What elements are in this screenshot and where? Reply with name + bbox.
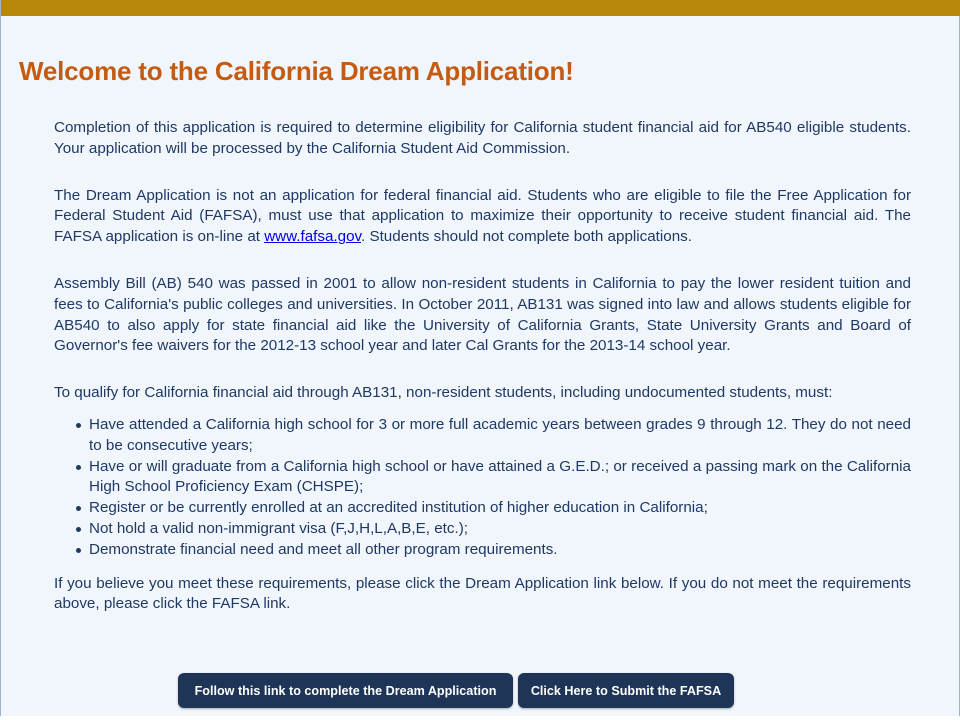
intro-paragraph-completion: Completion of this application is required to determine eligibility for California student financial aid for AB540 eligible students. Your application will be processed by the California Student Aid Commission. xyxy=(54,119,911,157)
fafsa-text-after: . Students should not complete both applications. xyxy=(361,228,692,246)
fafsa-text-before: The Dream Application is not an application for federal financial aid. Students who are eligible to file the Free Application for Federal Student Aid (FAFSA), must use that application to maximize their opportunity to receive student financial aid. The FAFSA application is on-line at xyxy=(54,186,911,246)
intro-paragraph-ab540: Assembly Bill (AB) 540 was passed in 2001 to allow non-resident students in California to pay the lower resident tuition and fees to California's public colleges and universities. In October 2011, AB131 was signed into law and allows students eligible for AB540 to also apply for state financial aid like the University of California Grants, State University Grants and Board of Governor's fee waivers for the 2012-13 school year and later Cal Grants for the 2013-14 school year. xyxy=(54,274,911,355)
requirement-item: Not hold a valid non-immigrant visa (F,J,H,L,A,B,E, etc.); xyxy=(89,519,911,540)
dream-application-button[interactable]: Follow this link to complete the Dream Application xyxy=(178,673,513,708)
fafsa-gov-link[interactable]: www.fafsa.gov xyxy=(264,228,362,246)
main-content xyxy=(54,118,911,641)
requirements-list xyxy=(54,415,911,561)
qualify-heading: To qualify for California financial aid through AB131, non-resident students, including undocumented students, must: xyxy=(54,384,833,402)
action-buttons xyxy=(178,673,734,708)
intro-paragraph-fafsa xyxy=(54,186,911,248)
page-title: Welcome to the California Dream Application! xyxy=(19,56,574,86)
requirement-item: Demonstrate financial need and meet all other program requirements. xyxy=(89,540,911,561)
requirement-item: Have or will graduate from a California high school or have attained a G.E.D.; or received a passing mark on the California High School Proficiency Exam (CHSPE); xyxy=(89,457,911,499)
top-accent-bar xyxy=(1,0,960,16)
submit-fafsa-button[interactable]: Click Here to Submit the FAFSA xyxy=(518,673,734,708)
requirement-item: Have attended a California high school for 3 or more full academic years between grades 9 through 12. They do not need to be consecutive years; xyxy=(89,415,911,457)
requirement-item: Register or be currently enrolled at an accredited institution of higher education in California; xyxy=(89,498,911,519)
closing-paragraph: If you believe you meet these requirements, please click the Dream Application link below. If you do not meet the requirements above, please click the FAFSA link. xyxy=(54,574,911,613)
